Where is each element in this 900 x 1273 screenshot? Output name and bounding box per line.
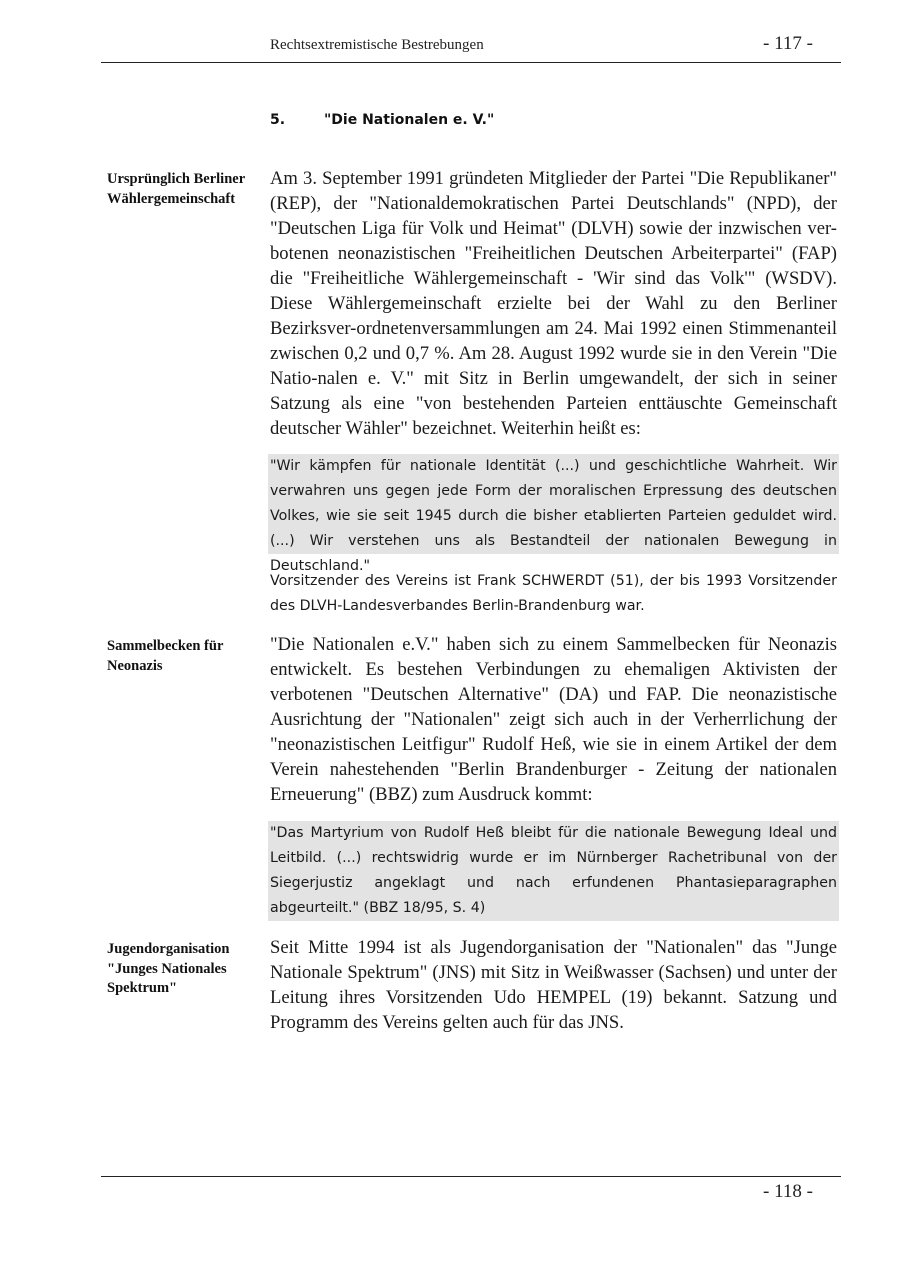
page-number-bottom: - 118 - (763, 1181, 813, 1202)
paragraph-founding: Am 3. September 1991 gründeten Mitglieder der Partei "Die Republikaner" (REP), der "Nationaldemokratischen Partei Deutschlands" (NPD), der "Deutschen Liga für Volk und Heimat" (DLVH) sowie der inzwischen ver-botenen neonazistischen "Freiheitlichen Deutschen Arbeiterpartei" (FAP) die "Freiheitliche Wählergemeinschaft - 'Wir sind das Volk'" (WSDV). Diese Wählergemeinschaft erzielte bei der Wahl zu den Berliner Bezirksver-ordnetenversammlungen am 24. Mai 1992 einen Stimmenanteil zwischen 0,2 und 0,7 %. Am 28. August 1992 wurde sie in den Verein "Die Natio-nalen e. V." mit Sitz in Berlin umgewandelt, der sich in seiner Satzung als eine "von bestehenden Parteien enttäuschte Gemeinschaft deutscher Wähler" bezeichnet. Weiterhin heißt es: (270, 168, 837, 439)
page-footer (101, 1176, 841, 1217)
section-number: 5. (270, 112, 286, 128)
paragraph-sammelbecken: "Die Nationalen e.V." haben sich zu einem Sammelbecken für Neonazis entwickelt. Es bestehen Verbindungen zu ehemaligen Aktivisten der verbotenen "Deutschen Alternative" (DA) und FAP. Die neonazistische Ausrichtung der "Nationalen" zeigt sich auch in der Verherrlichung der "neonazistischen Leitfigur" Rudolf Heß, wie sie in einem Artikel der dem Verein nahestehenden "Berlin Brandenburger - Zeitung der nationalen Erneuerung" (BBZ) zum Ausdruck kommt: (270, 634, 837, 805)
section-title: "Die Nationalen e. V." (324, 112, 495, 128)
paragraph-vorsitzender: Vorsitzender des Vereins ist Frank SCHWERDT (51), der bis 1993 Vorsitzender des DLVH-Landesverbandes Berlin-Brandenburg war. (270, 573, 837, 614)
quote-hess: "Das Martyrium von Rudolf Heß bleibt für die nationale Bewegung Ideal und Leitbild. (...) rechtswidrig wurde er im Nürnberger Rachetribunal von der Siegerjustiz angeklagt und nach erfundenen Phantasieparagraphen abgeurteilt." (BBZ 18/95, S. 4) (268, 821, 839, 921)
margin-note-jugendorganisation: Jugendorganisation "Junges Nationales Spektrum" (107, 941, 230, 996)
margin-note-berliner: Ursprünglich Berliner Wählergemeinschaft (107, 171, 245, 207)
margin-note-sammelbecken: Sammelbecken für Neonazis (107, 638, 224, 674)
paragraph-jns: Seit Mitte 1994 ist als Jugendorganisation der "Nationalen" das "Junge Nationale Spektrum" (JNS) mit Sitz in Weißwasser (Sachsen) und unter der Leitung ihres Vorsitzenden Udo HEMPEL (19) bekannt. Satzung und Programm des Vereins gelten auch für das JNS. (270, 937, 837, 1033)
running-title: Rechtsextremistische Bestrebungen (270, 37, 484, 53)
quote-identitaet: "Wir kämpfen für nationale Identität (...) und geschichtliche Wahrheit. Wir verwahren uns gegen jede Form der moralischen Erpressung des deutschen Volkes, wie sie seit 1945 durch die bisher etablierten Parteien geduldet wird. (...) Wir verstehen uns als Bestandteil der nationalen Bewegung in Deutschland." (268, 454, 839, 554)
page-header (101, 32, 841, 63)
page-number-top: - 117 - (763, 33, 813, 54)
section-heading (270, 112, 494, 128)
